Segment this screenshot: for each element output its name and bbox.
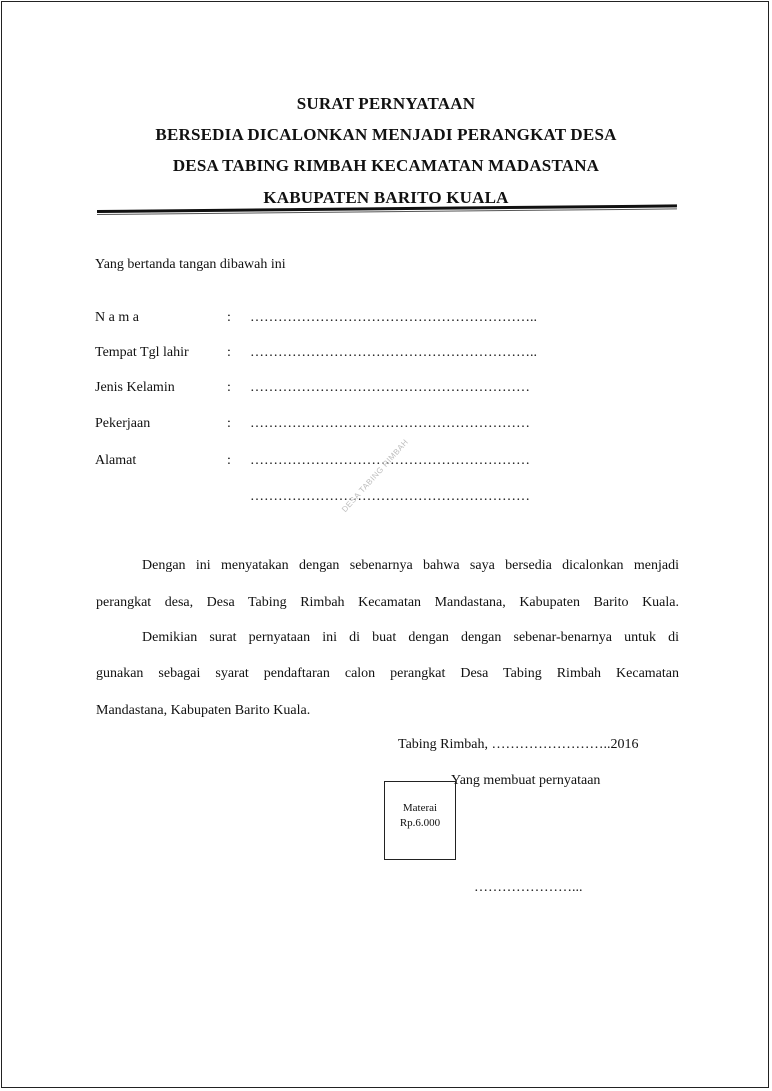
title-line-1: SURAT PERNYATAAN [296,94,476,113]
watermark: DESA TABING RIMBAH [340,437,411,515]
field-colon: : [227,380,231,395]
field-label-alamat: Alamat [95,453,137,468]
signature-maker-label: Yang membuat pernyataan [451,773,601,788]
stamp-value: Rp.6.000 [399,817,441,829]
stamp-label: Materai [402,802,438,814]
field-label-nama: N a m a [95,310,139,325]
materai-stamp-box [384,781,456,860]
paragraph-2-line-3: Mandastana, Kabupaten Barito Kuala. [96,703,311,718]
place-date: Tabing Rimbah, ……………………..2016 [398,737,639,752]
title-line-3: DESA TABING RIMBAH KECAMATAN MADASTANA [172,156,600,175]
field-dots-pekerjaan: …………………………………………………… [250,416,530,431]
field-label-tempat-tgl-lahir: Tempat Tgl lahir [95,345,189,360]
field-dots-tempat-tgl-lahir: …………………………………………………….. [250,345,537,360]
paragraph-1-line-2: perangkat desa, Desa Tabing Rimbah Kecamatan Mandastana, Kabupaten Barito Kuala. [96,595,679,610]
field-colon: : [227,345,231,360]
field-label-pekerjaan: Pekerjaan [95,416,151,431]
field-dots-alamat-line2: …………………………………………………… [250,489,530,504]
paragraph-2-line-2: gunakan sebagai syarat pendaftaran calon perangkat Desa Tabing Rimbah Kecamatan [96,666,679,681]
field-dots-nama: …………………………………………………….. [250,310,537,325]
field-colon: : [227,453,231,468]
field-colon: : [227,310,231,325]
intro-text: Yang bertanda tangan dibawah ini [95,257,286,272]
paragraph-1-line-1: Dengan ini menyatakan dengan sebenarnya bahwa saya bersedia dicalonkan menjadi [142,558,679,573]
title-line-4: KABUPATEN BARITO KUALA [263,188,509,207]
field-colon: : [227,416,231,431]
field-dots-jenis-kelamin: …………………………………………………… [250,380,530,395]
field-dots-alamat: …………………………………………………… [250,453,530,468]
signature-name-dots: …………………... [474,880,583,895]
field-label-jenis-kelamin: Jenis Kelamin [95,380,175,395]
paragraph-2-line-1: Demikian surat pernyataan ini di buat dengan dengan sebenar-benarnya untuk di [142,630,679,645]
title-line-2: BERSEDIA DICALONKAN MENJADI PERANGKAT DESA [155,125,617,144]
